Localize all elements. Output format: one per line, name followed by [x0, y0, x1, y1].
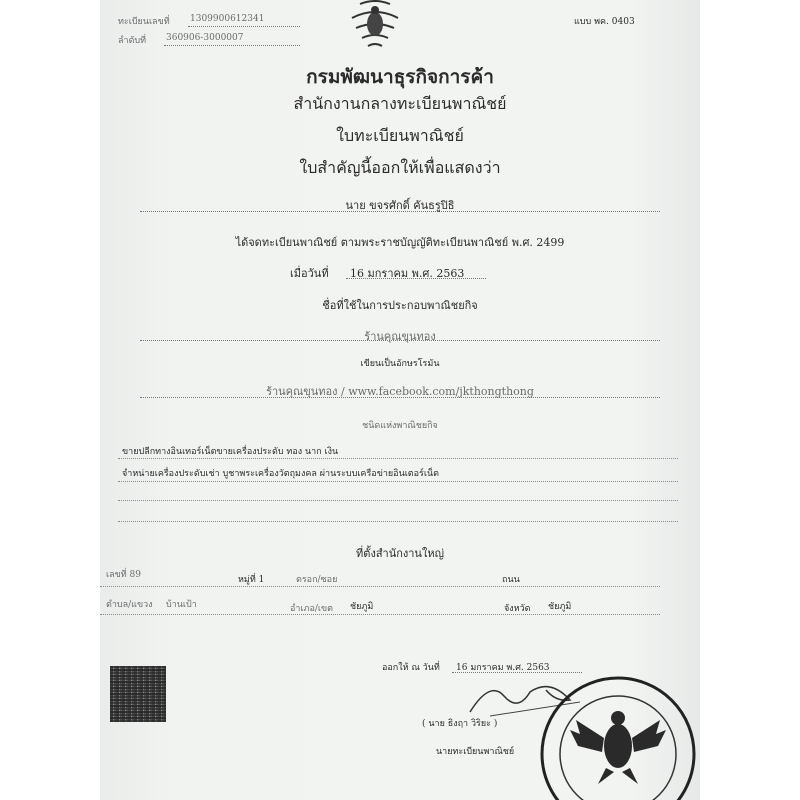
date-underline [346, 278, 486, 279]
qr-code [110, 666, 166, 722]
date-label: เมื่อวันที่ [290, 267, 329, 280]
signer-name: ( นาย ธิงฤา วิริยะ ) [422, 719, 498, 729]
reg-no-underline [188, 26, 300, 27]
address-heading: ที่ตั้งสำนักงานใหญ่ [356, 547, 444, 560]
second-no-label: ลำดับที่ [118, 36, 147, 46]
trade-name: ร้านคุณขุนทอง [364, 330, 436, 343]
official-seal [536, 668, 696, 800]
office-title: สำนักงานกลางทะเบียนพาณิชย์ [293, 94, 507, 113]
house-no: เลขที่ 89 [106, 570, 141, 580]
trade-name-heading: ชื่อที่ใช้ในการประกอบพาณิชยกิจ [322, 299, 478, 312]
roman-name: ร้านคุณขุนทอง / www.facebook.com/jkthongthong [266, 385, 534, 398]
garuda-emblem [340, 0, 410, 54]
business-type-1: ขายปลีกทางอินเทอร์เน็ตขายเครื่องประดับ ทอง นาก เงิน [122, 447, 339, 457]
district-label: อำเภอ/เขต [290, 604, 333, 614]
reg-no-value: 1309900612341 [190, 14, 265, 24]
district: ชัยภูมิ [350, 602, 374, 612]
reg-no-label: ทะเบียนเลขที่ [118, 17, 170, 27]
road-label: ถนน [502, 575, 520, 585]
registration-date: 16 มกราคม พ.ศ. 2563 [350, 267, 465, 280]
department-title: กรมพัฒนาธุรกิจการค้า [306, 66, 494, 88]
type-line-2 [118, 481, 678, 482]
form-number: แบบ พค. 0403 [574, 17, 635, 27]
registration-statement: ได้จดทะเบียนพาณิชย์ ตามพระราชบัญญัติทะเบียนพาณิชย์ พ.ศ. 2499 [235, 236, 565, 249]
address-line-1 [100, 586, 660, 587]
business-type-heading: ชนิดแห่งพาณิชยกิจ [362, 421, 438, 431]
subdistrict-label: ตำบล/แขวง [106, 600, 153, 610]
subdistrict: บ้านเป้า [166, 600, 197, 610]
issued-date-label: ออกให้ ณ วันที่ [382, 663, 440, 673]
second-no-value: 360906-3000007 [166, 33, 244, 43]
document-title: ใบทะเบียนพาณิชย์ [336, 126, 464, 145]
type-line-4 [118, 521, 678, 522]
registration-certificate [100, 0, 700, 800]
roman-name-heading: เขียนเป็นอักษรโรมัน [360, 359, 440, 369]
signer-title: นายทะเบียนพาณิชย์ [436, 747, 515, 757]
type-line-1 [118, 458, 678, 459]
soi-label: ตรอก/ซอย [296, 575, 338, 585]
moo: หมู่ที่ 1 [238, 575, 265, 585]
issued-date: 16 มกราคม พ.ศ. 2563 [456, 663, 550, 673]
province-label: จังหวัด [504, 604, 531, 614]
business-type-2: จำหน่ายเครื่องประดับเช่า บูชาพระเครื่องวัตถุมงคล ผ่านระบบเครือข่ายอินเตอร์เน็ต [122, 469, 439, 479]
registrant-name: นาย ขจรศักดิ์ คันธรูปิธิ [345, 199, 455, 212]
province: ชัยภูมิ [548, 602, 572, 612]
issued-statement: ใบสำคัญนี้ออกให้เพื่อแสดงว่า [299, 158, 501, 177]
second-no-underline [164, 45, 300, 46]
address-line-2 [100, 614, 660, 615]
type-line-3 [118, 500, 678, 501]
